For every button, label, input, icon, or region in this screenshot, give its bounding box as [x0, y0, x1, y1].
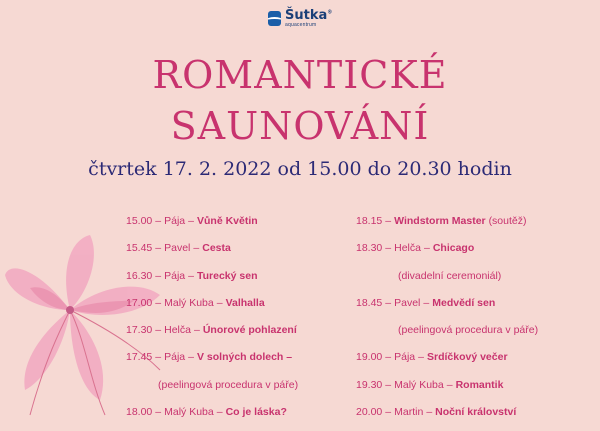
schedule-row: 15.00 – Pája – Vůně Květin [126, 215, 258, 227]
schedule-row: 19.00 – Pája – Srdíčkový večer [356, 351, 508, 364]
schedule-row: 19.30 – Malý Kuba – Romantik [356, 378, 504, 391]
logo-subtitle: aquacentrum [285, 22, 317, 28]
schedule-row: 18.30 – Helča – Chicago [356, 242, 475, 255]
schedule-row: 17.30 – Helča – Únorové pohlazení [126, 324, 297, 337]
schedule-row: 17.45 – Pája – V solných dolech – [126, 351, 293, 364]
sutka-logo-icon [268, 11, 281, 26]
schedule-row: 20.00 – Martin – Noční království [356, 406, 517, 419]
schedule-left [126, 213, 298, 431]
schedule-row: 16.30 – Pája – Turecký sen [126, 269, 258, 282]
schedule-note: (divadelní ceremoniál) [398, 269, 502, 282]
schedule-note: (peelingová procedura v páře) [398, 324, 539, 337]
schedule-row: 18.45 – Pavel – Medvědí sen [356, 296, 496, 309]
schedule-right [356, 213, 538, 431]
schedule-row: 17.00 – Malý Kuba – Valhalla [126, 296, 265, 309]
logo-name: Šutka® [285, 8, 333, 23]
brand-logo [268, 9, 332, 28]
event-date: čtvrtek 17. 2. 2022 od 15.00 do 20.30 hodin [88, 158, 512, 180]
schedule-note: (peelingová procedura v páře) [158, 378, 299, 391]
schedule-row: 18.00 – Malý Kuba – Co je láska? [126, 406, 287, 419]
schedule-row: 18.15 – Windstorm Master (soutěž) [356, 215, 527, 227]
title-line-2: SAUNOVÁNÍ [170, 104, 430, 148]
title-line-1: ROMANTICKÉ [152, 53, 448, 97]
schedule-row: 15.45 – Pavel – Cesta [126, 242, 231, 255]
